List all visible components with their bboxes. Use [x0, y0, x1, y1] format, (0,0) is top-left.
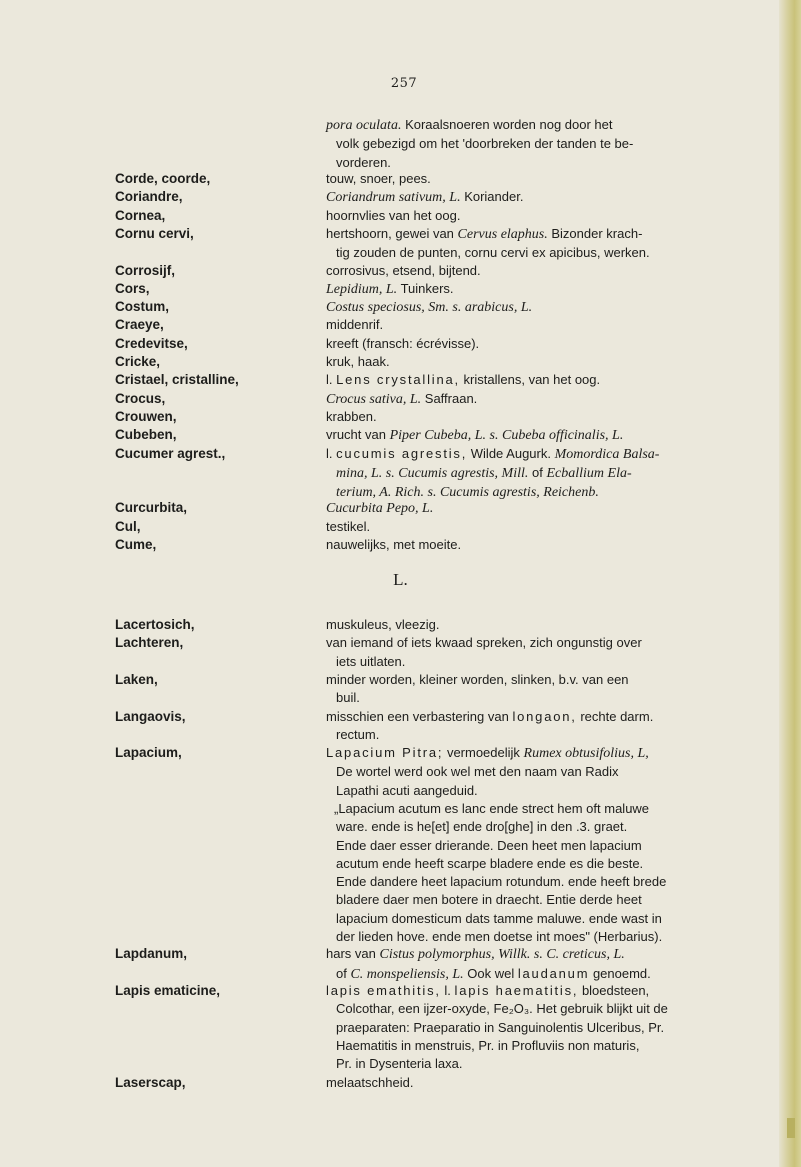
definition-line	[326, 782, 774, 800]
italic-text: Lepidium, L.	[326, 281, 398, 297]
text-run: rectum.	[336, 726, 380, 742]
definition-line	[326, 616, 774, 634]
text-run: vermoedelijk	[443, 745, 524, 761]
entry-definition	[326, 188, 774, 207]
text-run: buil.	[336, 690, 360, 706]
entry-definition	[326, 671, 774, 708]
entry-term: Lapdanum,	[115, 946, 188, 962]
page-number: 257	[390, 76, 418, 91]
definition-line	[326, 653, 774, 671]
text-run: tig zouden de punten, cornu cervi ex apicibus, werken.	[336, 245, 650, 261]
entry-definition	[326, 1074, 774, 1092]
entry-definition	[326, 616, 774, 634]
entry-definition	[326, 262, 774, 280]
text-run: misschien een verbastering van	[326, 708, 513, 724]
text-run: Lapathi acuti aangeduid.	[336, 782, 478, 798]
definition-line	[326, 891, 774, 909]
entry-term: Corrosijf,	[115, 262, 176, 278]
definition-line	[326, 818, 774, 836]
definition-line	[326, 634, 774, 652]
spaced-text: longaon,	[512, 708, 577, 724]
text-run: Tuinkers.	[397, 280, 454, 296]
text-run: hoornvlies van het oog.	[326, 207, 461, 223]
spaced-text: Lens crystallina,	[336, 372, 460, 388]
entry-term: Cume,	[115, 537, 157, 552]
entry-term: Cucumer agrest.,	[115, 445, 226, 461]
definition-line	[326, 518, 774, 536]
text-run: iets uitlaten.	[336, 653, 406, 669]
entry-definition	[326, 335, 774, 353]
text-run: Bizonder krach-	[547, 225, 643, 241]
definition-line	[326, 353, 774, 371]
definition-line	[326, 945, 774, 964]
text-run: l.	[326, 445, 337, 461]
entry-definition	[326, 408, 774, 426]
text-run: vrucht van	[326, 427, 390, 443]
definition-line	[326, 371, 774, 389]
entry-definition	[326, 298, 774, 317]
entry-definition	[326, 426, 774, 445]
text-run: testikel.	[326, 518, 371, 534]
entry-definition	[326, 445, 774, 503]
italic-text: Coriandrum sativum, L.	[326, 190, 461, 206]
text-run: l.	[440, 983, 455, 998]
entry-term: Cricke,	[115, 354, 161, 369]
definition-line	[326, 1074, 774, 1092]
text-run: Wilde Augurk.	[467, 445, 555, 461]
entry-term: Cors,	[115, 280, 150, 296]
entry-definition	[326, 744, 774, 946]
definition-line	[326, 800, 774, 818]
italic-text: Cucurbita Pepo, L.	[326, 501, 434, 517]
entry-definition	[326, 371, 774, 389]
entry-definition	[326, 708, 774, 745]
text-run: muskuleus, vleezig.	[326, 617, 440, 632]
text-run: hertshoorn, gewei van	[326, 225, 458, 241]
definition-line	[326, 426, 774, 445]
text-run: van iemand of iets kwaad spreken, zich ongunstig over	[326, 635, 642, 651]
text-run: corrosivus, etsend, bijtend.	[326, 262, 481, 278]
text-run: hars van	[326, 946, 380, 962]
page-edge-tab	[787, 1118, 795, 1138]
definition-line	[326, 135, 774, 153]
text-run: Ende daer esser drierande. Deen heet men lapacium	[336, 837, 642, 853]
definition-line	[326, 335, 774, 353]
text-run: acutum ende heeft scarpe bladere ende es die beste.	[336, 855, 644, 871]
italic-text: Ecballium Ela-	[546, 465, 632, 481]
text-run: kruk, haak.	[326, 354, 390, 369]
italic-text: Piper Cubeba, L. s. Cubeba officinalis, L.	[389, 428, 624, 444]
intro-definition	[326, 116, 774, 172]
spaced-text: cucumis agrestis,	[336, 445, 468, 461]
text-run: melaatschheid.	[326, 1074, 414, 1090]
entry-definition	[326, 170, 774, 188]
italic-text: Cistus polymorphus, Willk. s. C. creticus, L.	[379, 947, 625, 963]
definition-line	[326, 207, 774, 225]
text-run: of	[528, 464, 547, 480]
text-run: lapacium domesticum dats tamme maluwe. ende wast in	[336, 910, 662, 926]
entry-term: Laserscap,	[115, 1074, 186, 1090]
entry-definition	[326, 518, 774, 536]
definition-line	[326, 225, 774, 244]
italic-text: Rumex obtusifolius, L,	[523, 746, 649, 762]
text-run: Haematitis in menstruis, Pr. in Profluviis non maturis,	[336, 1037, 640, 1053]
text-run: krabben.	[326, 408, 377, 424]
entry-term: Laken,	[115, 671, 158, 687]
definition-line	[326, 671, 774, 689]
italic-text: Crocus sativa, L.	[326, 391, 422, 407]
italic-text: Momordica Balsa-	[554, 446, 660, 462]
italic-text: Costus speciosus, Sm. s. arabicus, L.	[326, 300, 533, 316]
entry-definition	[326, 536, 774, 554]
entry-term: Credevitse,	[115, 335, 188, 351]
definition-line	[326, 170, 774, 188]
entry-term: Curcurbita,	[115, 500, 188, 516]
text-run: l.	[326, 372, 337, 388]
text-run: Ende dandere heet lapacium rotundum. ende heeft brede	[336, 874, 667, 890]
definition-line	[326, 1000, 774, 1018]
entry-term: Cul,	[115, 518, 141, 534]
definition-line	[326, 408, 774, 426]
italic-text: C. monspeliensis, L.	[350, 966, 464, 982]
entry-definition	[326, 390, 774, 409]
text-run: De wortel werd ook wel met den naam van Radix	[336, 764, 619, 780]
definition-line	[326, 763, 774, 781]
definition-line	[326, 1037, 774, 1055]
entry-term: Craeye,	[115, 317, 164, 333]
entry-term: Langaovis,	[115, 708, 186, 724]
entry-definition	[326, 207, 774, 225]
entry-term: Cornu cervi,	[115, 225, 194, 241]
definition-line	[326, 316, 774, 334]
entry-term: Crouwen,	[115, 408, 177, 424]
entry-term: Coriandre,	[115, 189, 183, 205]
spaced-text: Lapacium Pitra;	[326, 745, 444, 761]
text-run: „Lapacium acutum es lanc ende strect hem oft maluwe	[334, 800, 650, 816]
definition-line	[326, 499, 774, 518]
text-run: Koriander.	[460, 189, 524, 205]
definition-line	[326, 244, 774, 262]
definition-line	[326, 536, 774, 554]
text-run: kristallens, van het oog.	[459, 372, 601, 388]
entry-definition	[326, 499, 774, 518]
definition-line	[326, 928, 774, 946]
entry-definition	[326, 353, 774, 371]
entry-term: Lapacium,	[115, 745, 182, 761]
definition-line	[326, 982, 774, 1000]
entry-term: Lachteren,	[115, 635, 184, 651]
spaced-text: lapis haematitis,	[454, 983, 579, 998]
entry-term: Cubeben,	[115, 427, 177, 443]
spaced-text: laudanum	[517, 965, 590, 981]
text-run: nauwelijks, met moeite.	[326, 537, 462, 552]
text-run: kreeft (fransch: écrévisse).	[326, 335, 480, 351]
section-letter-heading: L.	[393, 570, 408, 589]
text-run: middenrif.	[326, 317, 384, 333]
text-run: bladere daer men botere in draecht. Entie derde heet	[336, 892, 642, 908]
text-run: Ook wel	[463, 965, 518, 981]
text-run: Pr. in Dysenteria laxa.	[336, 1056, 463, 1072]
definition-line	[326, 390, 774, 409]
text-run: praeparaten: Praeparatio in Sanguinolentis Ulceribus, Pr.	[336, 1019, 665, 1035]
spaced-text: lapis emathitis,	[326, 983, 441, 998]
entry-definition	[326, 945, 774, 984]
entry-definition	[326, 316, 774, 334]
definition-line	[326, 855, 774, 873]
definition-line	[326, 116, 774, 135]
italic-text: mina, L. s. Cucumis agrestis, Mill.	[336, 465, 529, 481]
entry-term: Cristael, cristalline,	[115, 372, 239, 388]
text-run: minder worden, kleiner worden, slinken, b.v. van een	[326, 671, 629, 687]
entry-term: Cornea,	[115, 207, 166, 223]
text-run: bloedsteen,	[578, 983, 650, 998]
definition-line	[326, 464, 774, 483]
definition-line	[326, 873, 774, 891]
entry-definition	[326, 280, 774, 299]
italic-text: pora oculata.	[326, 118, 402, 133]
text-run: volk gebezigd om het 'doorbreken der tanden te be-	[336, 136, 634, 152]
text-run: Colcothar, een ijzer-oxyde, Fe₂O₃. Het gebruik blijkt uit de	[336, 1001, 668, 1017]
entry-definition	[326, 225, 774, 263]
italic-text: terium, A. Rich. s. Cucumis agrestis, Reichenb.	[336, 485, 599, 501]
definition-line	[326, 280, 774, 299]
definition-line	[326, 689, 774, 707]
entry-term: Lapis ematicine,	[115, 983, 221, 998]
definition-line	[326, 837, 774, 855]
definition-line	[326, 1019, 774, 1037]
definition-line	[326, 744, 774, 763]
definition-line	[326, 910, 774, 928]
entry-term: Corde, coorde,	[115, 171, 211, 186]
definition-line	[326, 708, 774, 726]
definition-line	[326, 445, 774, 464]
definition-line	[326, 726, 774, 744]
entry-definition	[326, 634, 774, 671]
text-run: Saffraan.	[421, 390, 478, 406]
text-run: der lieden hove. ende men doetse int moes" (Herbarius).	[336, 929, 663, 945]
definition-line	[326, 1055, 774, 1073]
definition-line	[326, 298, 774, 317]
text-run: of	[336, 965, 351, 981]
text-run: genoemd.	[589, 965, 651, 981]
entry-definition	[326, 982, 774, 1073]
text-run: Koraalsnoeren worden nog door het	[401, 117, 613, 132]
text-run: ware. ende is he[et] ende dro[ghe] in den .3. graet.	[336, 819, 628, 835]
text-run: touw, snoer, pees.	[326, 171, 431, 186]
text-run: vorderen.	[336, 154, 391, 170]
text-run: rechte darm.	[576, 708, 654, 724]
italic-text: Cervus elaphus.	[457, 226, 548, 242]
definition-line	[326, 188, 774, 207]
entry-term: Lacertosich,	[115, 617, 195, 632]
definition-line	[326, 262, 774, 280]
entry-term: Costum,	[115, 299, 169, 315]
entry-term: Crocus,	[115, 390, 166, 406]
